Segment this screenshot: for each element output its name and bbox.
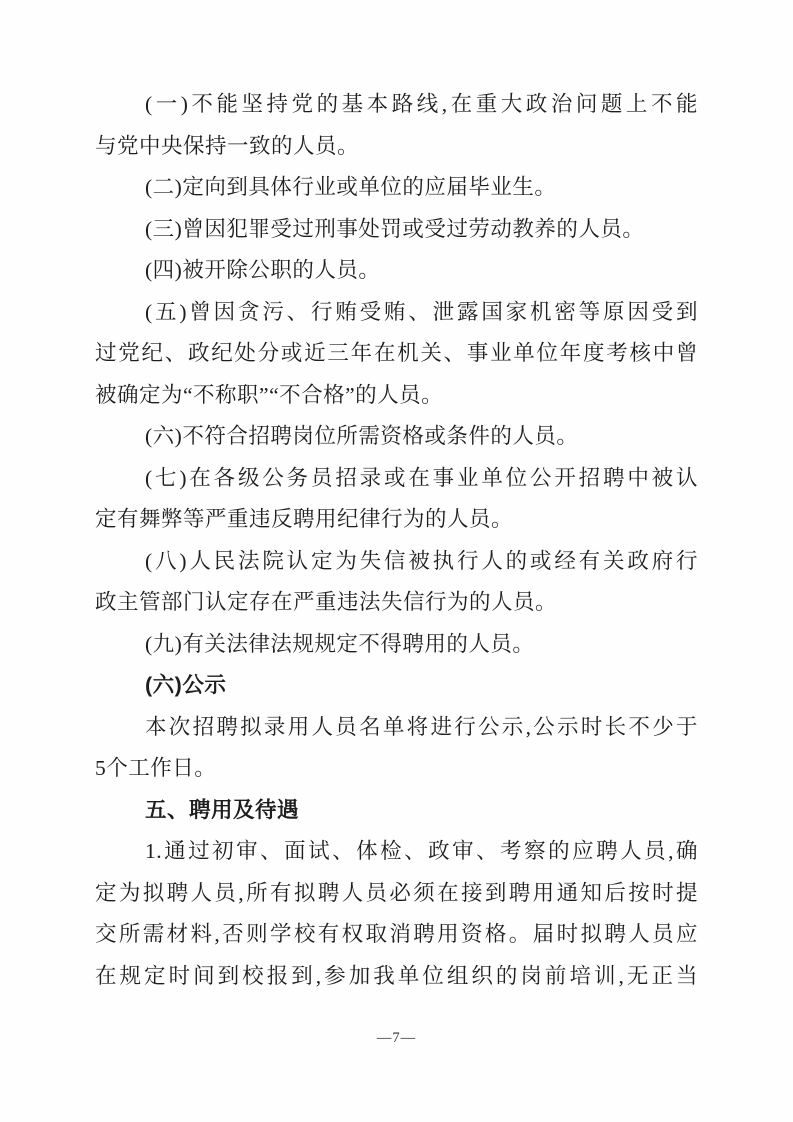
list-item-5-line-3: 被确定为“不称职”“不合格”的人员。 [95,382,444,407]
list-item-5-line-2: 过党纪、政纪处分或近三年在机关、事业单位年度考核中曾 [95,341,698,365]
page-number: —7— [376,1030,417,1046]
list-item-7-line-1: (七)在各级公务员招录或在事业单位公开招聘中被认 [145,465,698,490]
list-item-1-line-2: 与党中央保持一致的人员。 [95,133,360,158]
list-item-8-line-2: 政主管部门认定存在严重违法失信行为的人员。 [95,590,558,614]
heading-employment-benefits: 五、聘用及待遇 [145,797,300,822]
list-item-3-line-1: (三)曾因犯罪受过刑事处罚或受过劳动教养的人员。 [145,216,645,241]
heading-public-notice: (六)公示 [145,673,227,697]
list-item-1-line-1: (一)不能坚持党的基本路线,在重大政治问题上不能 [145,92,698,116]
list-item-8-line-1: (八)人民法院认定为失信被执行人的或经有关政府行 [145,548,698,573]
list-item-7-line-2: 定有舞弊等严重违反聘用纪律行为的人员。 [95,507,514,531]
employment-body-line-3: 交所需材料,否则学校有权取消聘用资格。届时拟聘人员应 [95,922,698,946]
list-item-6-line-1: (六)不符合招聘岗位所需资格或条件的人员。 [145,424,579,448]
list-item-9-line-1: (九)有关法律法规规定不得聘用的人员。 [145,631,535,656]
list-item-5-line-1: (五)曾因贪污、行贿受贿、泄露国家机密等原因受到 [145,299,698,324]
public-notice-body-line-2: 5个工作日。 [95,756,217,780]
employment-body-line-2: 定为拟聘人员,所有拟聘人员必须在接到聘用通知后按时提 [95,880,698,905]
list-item-4-line-1: (四)被开除公职的人员。 [145,258,381,282]
list-item-2-line-1: (二)定向到具体行业或单位的应届毕业生。 [145,175,557,199]
employment-body-line-1: 1.通过初审、面试、体检、政审、考察的应聘人员,确 [145,839,698,863]
employment-body-line-4: 在规定时间到校报到,参加我单位组织的岗前培训,无正当 [95,963,698,988]
document-body [95,84,698,997]
public-notice-body-line-1: 本次招聘拟录用人员名单将进行公示,公示时长不少于 [145,714,698,739]
